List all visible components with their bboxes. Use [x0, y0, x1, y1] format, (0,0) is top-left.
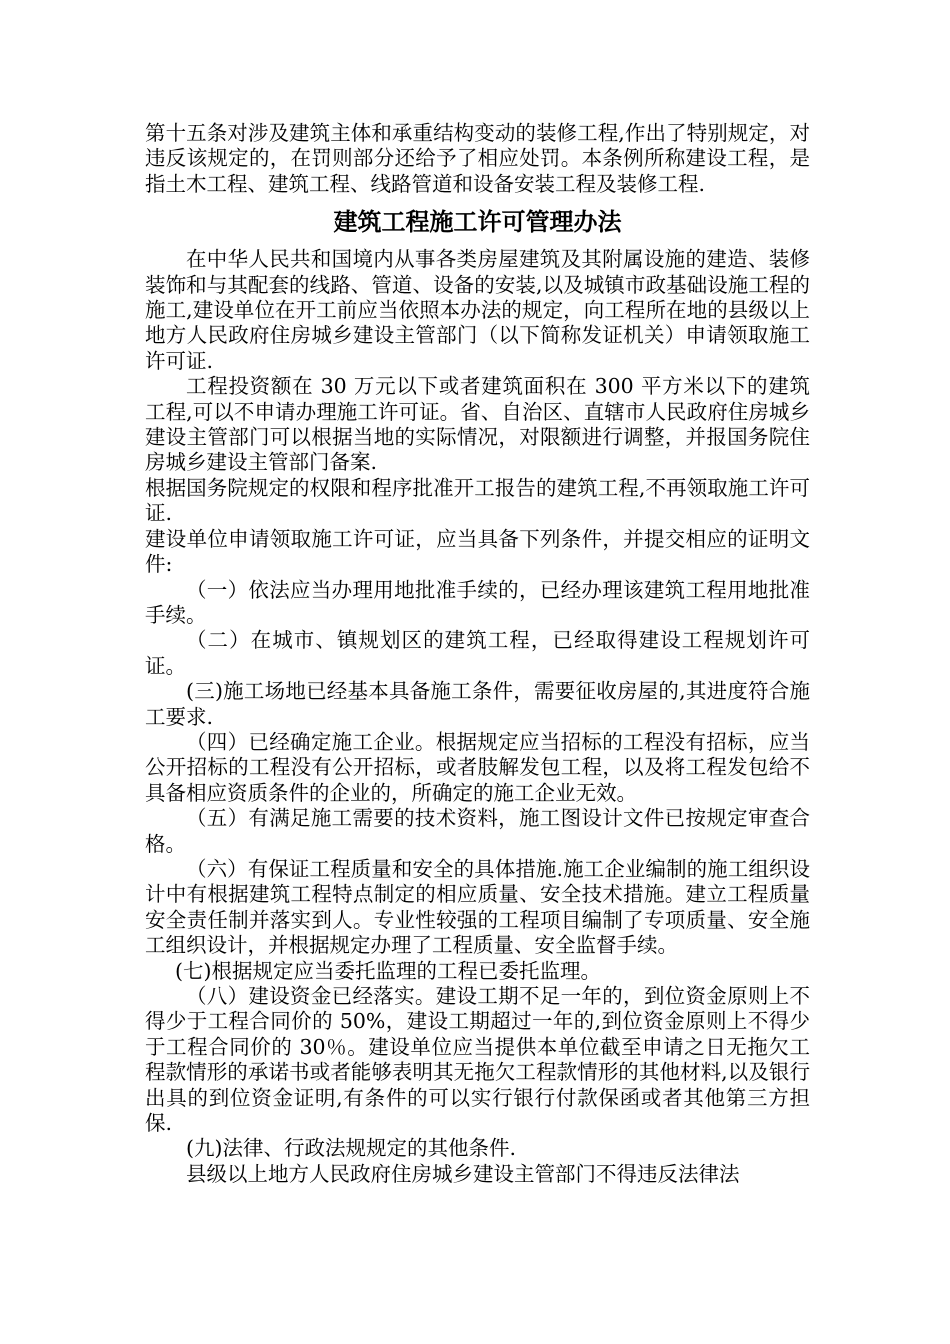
- condition-item-4: （四）已经确定施工企业。根据规定应当招标的工程没有招标，应当公开招标的工程没有公开招标，或者肢解发包工程，以及将工程发包给不具备相应资质条件的企业的，所确定的施工企业无效。: [145, 729, 810, 805]
- body-paragraph-final: 县级以上地方人民政府住房城乡建设主管部门不得违反法律法: [186, 1161, 740, 1186]
- condition-item-3: (三)施工场地已经基本具备施工条件，需要征收房屋的,其进度符合施工要求.: [145, 679, 810, 729]
- condition-item-2: （二）在城市、镇规划区的建筑工程，已经取得建设工程规划许可证。: [145, 628, 810, 678]
- intro-paragraph: 第十五条对涉及建筑主体和承重结构变动的装修工程,作出了特别规定，对违反该规定的，在罚则部分还给予了相应处罚。本条例所称建设工程，是指土木工程、建筑工程、线路管道和设备安装工程及装修工程.: [145, 121, 810, 196]
- condition-item-5: （五）有满足施工需要的技术资料，施工图设计文件已按规定审查合格。: [145, 806, 810, 856]
- body-paragraph-2: 工程投资额在 30 万元以下或者建筑面积在 300 平方米以下的建筑工程,可以不申请办理施工许可证。省、自治区、直辖市人民政府住房城乡建设主管部门可以根据当地的实际情况，对限额进行调整，并报国务院住房城乡建设主管部门备案.: [145, 374, 810, 475]
- body-paragraph-1: 在中华人民共和国境内从事各类房屋建筑及其附属设施的建造、装修装饰和与其配套的线路、管道、设备的安装,以及城镇市政基础设施工程的施工,建设单位在开工前应当依照本办法的规定，向工程所在地的县级以上地方人民政府住房城乡建设主管部门（以下简称发证机关）申请领取施工许可证.: [145, 247, 810, 373]
- document-body: [145, 121, 810, 1187]
- condition-item-9: (九)法律、行政法规规定的其他条件.: [186, 1136, 517, 1161]
- body-paragraph-3: 根据国务院规定的权限和程序批准开工报告的建筑工程,不再领取施工许可证.: [145, 475, 810, 526]
- condition-item-7: (七)根据规定应当委托监理的工程已委托监理。: [175, 958, 601, 983]
- condition-item-6: （六）有保证工程质量和安全的具体措施.施工企业编制的施工组织设计中有根据建筑工程特点制定的相应质量、安全技术措施。建立工程质量安全责任制并落实到人。专业性较强的工程项目编制了专项质量、安全施工组织设计，并根据规定办理了工程质量、安全监督手续。: [145, 856, 810, 958]
- condition-item-1: （一）依法应当办理用地批准手续的，已经办理该建筑工程用地批准手续。: [145, 577, 810, 627]
- body-paragraph-4: 建设单位申请领取施工许可证，应当具备下列条件，并提交相应的证明文件:: [145, 526, 810, 577]
- condition-item-8: （八）建设资金已经落实。建设工期不足一年的，到位资金原则上不得少于工程合同价的 50%，建设工期超过一年的,到位资金原则上不得少于工程合同价的 30％。建设单位应当提供本单位截至申请之日无拖欠工程款情形的承诺书或者能够表明其无拖欠工程款情形的其他材料,以及银行出具的到位资金证明,有条件的可以实行银行付款保函或者其他第三方担保.: [145, 984, 810, 1136]
- document-title: 建筑工程施工许可管理办法: [333, 207, 622, 237]
